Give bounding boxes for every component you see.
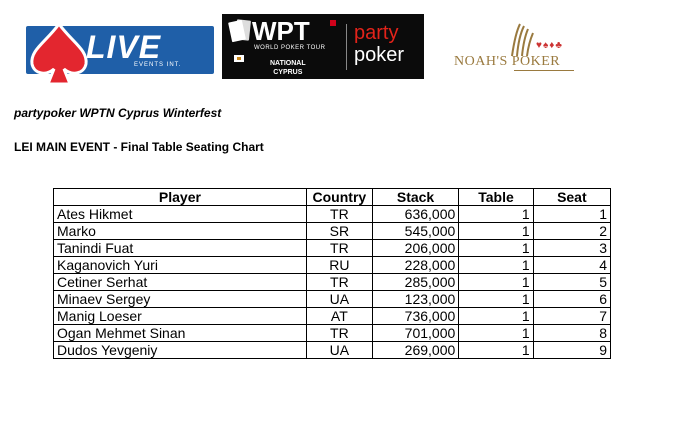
wpt-logo-word: WPT xyxy=(252,16,310,46)
cell-stack: 736,000 xyxy=(372,308,458,325)
poker-word: poker xyxy=(354,44,405,66)
wpt-logo-tour: WORLD POKER TOUR xyxy=(254,45,326,51)
header-player: Player xyxy=(54,189,307,206)
cell-player: Cetiner Serhat xyxy=(54,274,307,291)
cell-country: RU xyxy=(306,257,372,274)
cell-seat: 8 xyxy=(533,325,610,342)
cell-table: 1 xyxy=(459,223,533,240)
table-header-row xyxy=(54,189,611,206)
cyprus-flag-icon xyxy=(234,55,244,62)
cell-table: 1 xyxy=(459,308,533,325)
cell-seat: 7 xyxy=(533,308,610,325)
spade-icon xyxy=(24,20,94,90)
logo-divider xyxy=(346,24,347,70)
table-row xyxy=(54,206,611,223)
header-table: Table xyxy=(459,189,533,206)
header-stack: Stack xyxy=(372,189,458,206)
cell-player: Ogan Mehmet Sinan xyxy=(54,325,307,342)
cell-stack: 269,000 xyxy=(372,342,458,359)
cell-country: TR xyxy=(306,206,372,223)
noahs-poker-logo xyxy=(454,22,586,74)
cell-seat: 3 xyxy=(533,240,610,257)
table-row xyxy=(54,240,611,257)
cell-country: TR xyxy=(306,274,372,291)
cell-table: 1 xyxy=(459,240,533,257)
cell-stack: 636,000 xyxy=(372,206,458,223)
cell-country: UA xyxy=(306,342,372,359)
wpt-location-word: CYPRUS xyxy=(273,69,303,76)
logo-rule xyxy=(514,70,574,71)
event-series-title: partypoker WPTN Cyprus Winterfest xyxy=(14,106,222,120)
cell-player: Manig Loeser xyxy=(54,308,307,325)
cell-player: Kaganovich Yuri xyxy=(54,257,307,274)
column-bars-icon xyxy=(510,22,536,56)
cell-stack: 123,000 xyxy=(372,291,458,308)
table-row xyxy=(54,325,611,342)
cell-country: TR xyxy=(306,325,372,342)
cell-seat: 5 xyxy=(533,274,610,291)
party-word: party xyxy=(354,22,399,44)
cell-seat: 2 xyxy=(533,223,610,240)
cell-stack: 285,000 xyxy=(372,274,458,291)
cell-table: 1 xyxy=(459,342,533,359)
cell-player: Dudos Yevgeniy xyxy=(54,342,307,359)
wpt-national-label xyxy=(270,59,306,77)
table-row xyxy=(54,308,611,325)
seating-chart-title: LEI MAIN EVENT - Final Table Seating Chart xyxy=(14,140,264,154)
card-suits-icon: ♥♠♦♣ xyxy=(536,40,563,51)
header-country: Country xyxy=(306,189,372,206)
cell-seat: 6 xyxy=(533,291,610,308)
cell-seat: 9 xyxy=(533,342,610,359)
cell-table: 1 xyxy=(459,257,533,274)
wpt-red-square xyxy=(330,20,336,26)
table-row xyxy=(54,274,611,291)
cell-stack: 228,000 xyxy=(372,257,458,274)
table-row xyxy=(54,223,611,240)
noahs-logo-name: NOAH'S POKER xyxy=(454,54,561,69)
wpt-partypoker-logo xyxy=(222,14,424,79)
cell-table: 1 xyxy=(459,291,533,308)
seating-table xyxy=(53,188,611,359)
cell-country: UA xyxy=(306,291,372,308)
live-logo-word: LIVE xyxy=(86,29,162,65)
cell-table: 1 xyxy=(459,274,533,291)
cell-table: 1 xyxy=(459,206,533,223)
cell-player: Minaev Sergey xyxy=(54,291,307,308)
cell-seat: 1 xyxy=(533,206,610,223)
cell-stack: 206,000 xyxy=(372,240,458,257)
cell-stack: 545,000 xyxy=(372,223,458,240)
table-row xyxy=(54,342,611,359)
header-seat: Seat xyxy=(533,189,610,206)
cell-stack: 701,000 xyxy=(372,325,458,342)
cell-country: AT xyxy=(306,308,372,325)
cell-table: 1 xyxy=(459,325,533,342)
wpt-national-word: NATIONAL xyxy=(270,60,306,67)
live-logo-subtitle: EVENTS INT. xyxy=(134,62,182,68)
cell-player: Marko xyxy=(54,223,307,240)
cell-player: Tanindi Fuat xyxy=(54,240,307,257)
live-events-logo xyxy=(26,26,214,74)
cell-country: TR xyxy=(306,240,372,257)
table-row xyxy=(54,257,611,274)
cell-player: Ates Hikmet xyxy=(54,206,307,223)
cell-seat: 4 xyxy=(533,257,610,274)
table-row xyxy=(54,291,611,308)
cell-country: SR xyxy=(306,223,372,240)
